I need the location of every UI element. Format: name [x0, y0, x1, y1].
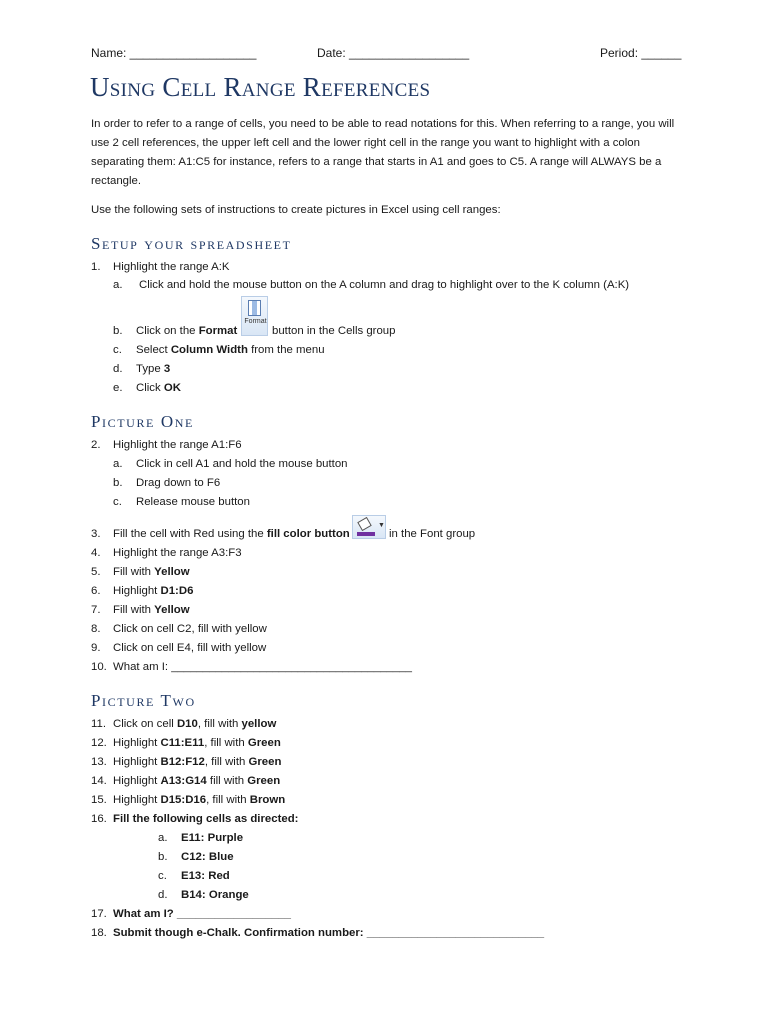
item-number: 14. — [91, 775, 107, 787]
sub-item-letter: c. — [113, 344, 122, 356]
period-field: Period: ______ — [600, 46, 682, 60]
item-number: 7. — [91, 604, 101, 616]
item-text: Fill with Yellow — [113, 604, 190, 616]
item-number: 5. — [91, 566, 101, 578]
intro-paragraph: In order to refer to a range of cells, you need to be able to read notations for this. When referring to a range, you will use 2 cell references, the upper left cell and the lower right cell in the range you want to highlight with a colon separating them: A1:C5 for instance, refers to a range that starts in A1 and goes to C5. A range will ALWAYS be a rectangle. — [91, 118, 675, 187]
sub-item-text-end: button in the Cells group — [272, 325, 396, 337]
item-text: Highlight B12:F12, fill with Green — [113, 756, 282, 768]
item-text: Highlight C11:E11, fill with Green — [113, 737, 281, 749]
sub-item-letter: a. — [113, 279, 123, 291]
sub-item-letter: e. — [113, 382, 123, 394]
item-text: Submit though e-Chalk. Confirmation number: ____________________________ — [113, 927, 545, 939]
paint-bucket-icon — [357, 517, 372, 531]
item-text: Highlight the range A:K — [113, 261, 230, 273]
sub-item-letter: d. — [113, 363, 123, 375]
sub-item-letter: c. — [158, 870, 167, 882]
item-text: Highlight the range A3:F3 — [113, 547, 242, 559]
item-number: 18. — [91, 927, 107, 939]
sub-item-letter: b. — [113, 325, 123, 337]
item-number: 9. — [91, 642, 101, 654]
fill-color-button-icon — [352, 515, 386, 539]
item-number: 6. — [91, 585, 101, 597]
sub-item-letter: d. — [158, 889, 168, 901]
item-number: 17. — [91, 908, 107, 920]
sub-item-text: E13: Red — [181, 870, 230, 882]
chevron-down-icon: ▼ — [378, 522, 385, 529]
item-text: Fill the following cells as directed: — [113, 813, 299, 825]
sub-item-letter: b. — [113, 477, 123, 489]
item-number: 13. — [91, 756, 107, 768]
item-text-end: in the Font group — [389, 528, 476, 540]
item-text: Click on cell E4, fill with yellow — [113, 642, 267, 654]
sub-item-text: B14: Orange — [181, 889, 249, 901]
sub-item-text: Click and hold the mouse button on the A column and drag to highlight over to the K column (A:K) — [139, 279, 630, 291]
sub-item-text: Release mouse button — [136, 496, 250, 508]
item-text: Fill the cell with Red using the fill color button — [113, 528, 350, 540]
item-number: 15. — [91, 794, 107, 806]
column-width-icon — [248, 300, 261, 316]
item-text: Highlight D15:D16, fill with Brown — [113, 794, 286, 806]
instructions-paragraph: Use the following sets of instructions to create pictures in Excel using cell ranges: — [91, 204, 501, 216]
date-field: Date: __________________ — [317, 46, 470, 60]
sub-item-letter: a. — [113, 458, 123, 470]
item-text: Highlight D1:D6 — [113, 585, 194, 597]
section-heading-setup: Setup your spreadsheet — [91, 234, 292, 253]
sub-item-text: Type 3 — [136, 363, 171, 375]
item-number: 12. — [91, 737, 107, 749]
sub-item-text: Click on the Format — [136, 325, 238, 337]
item-number: 16. — [91, 813, 107, 825]
sub-item-text: Click OK — [136, 382, 181, 394]
section-heading-picture-two: Picture Two — [91, 691, 196, 710]
sub-item-letter: a. — [158, 832, 168, 844]
item-number: 1. — [91, 261, 101, 273]
sub-item-letter: b. — [158, 851, 168, 863]
sub-item-text: C12: Blue — [181, 851, 234, 863]
name-field: Name: ___________________ — [91, 46, 257, 60]
item-text: Fill with Yellow — [113, 566, 190, 578]
format-button-icon — [241, 296, 268, 336]
item-text: Click on cell C2, fill with yellow — [113, 623, 267, 635]
item-number: 10. — [91, 661, 107, 673]
sub-item-text: Select Column Width from the menu — [136, 344, 325, 356]
item-number: 8. — [91, 623, 101, 635]
section-heading-picture-one: Picture One — [91, 412, 194, 431]
sub-item-text: E11: Purple — [181, 832, 244, 844]
item-text: What am I? __________________ — [113, 908, 291, 920]
page-title: Using Cell Range References — [90, 72, 431, 102]
sub-item-text: Click in cell A1 and hold the mouse button — [136, 458, 348, 470]
item-text: Highlight A13:G14 fill with Green — [113, 775, 281, 787]
item-text: Highlight the range A1:F6 — [113, 439, 242, 451]
item-text: Click on cell D10, fill with yellow — [113, 718, 277, 730]
fill-color-swatch — [357, 532, 375, 536]
format-icon-label: Format — [244, 318, 267, 325]
sub-item-letter: c. — [113, 496, 122, 508]
item-number: 3. — [91, 528, 101, 540]
item-text: What am I: ______________________________________ — [113, 661, 412, 673]
item-number: 11. — [91, 718, 106, 730]
sub-item-text: Drag down to F6 — [136, 477, 221, 489]
item-number: 2. — [91, 439, 101, 451]
item-number: 4. — [91, 547, 101, 559]
